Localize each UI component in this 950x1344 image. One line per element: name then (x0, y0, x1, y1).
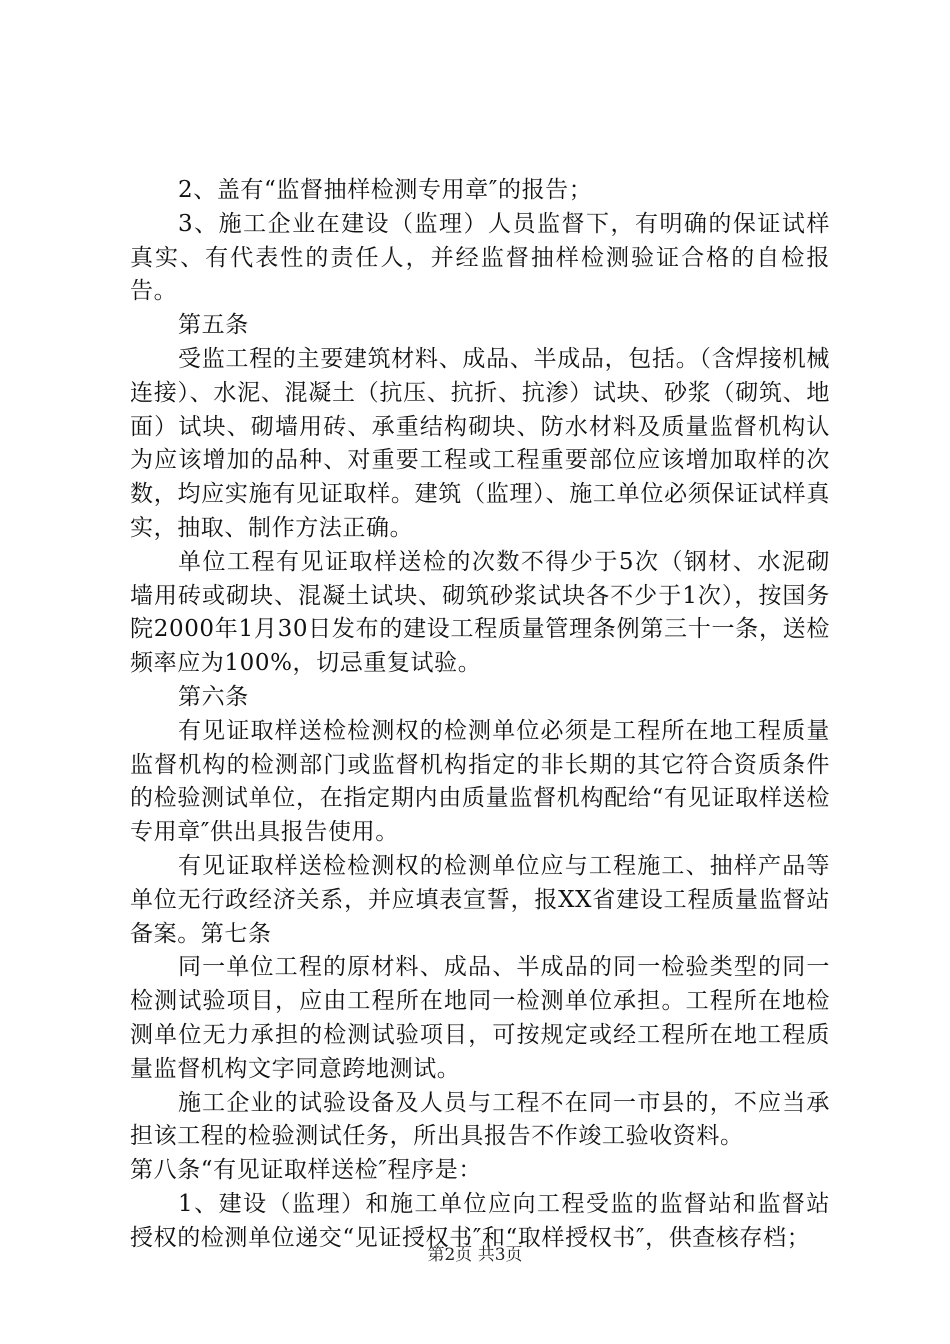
article-heading-8: 第八条“有见证取样送检″程序是： (130, 1157, 482, 1184)
article-heading-6: 第六条 (178, 683, 249, 710)
paragraph-article-6-body: 有见证取样送检检测权的检测单位必须是工程所在地工程质量监督机构的检测部门或监督机构指定的非长期的其它符合资质条件的检验测试单位，在指定期内由质量监督机构配给“有见证取样送检专用章″供出具报告使用。 (130, 717, 830, 846)
paragraph-article-5-body: 受监工程的主要建筑材料、成品、半成品，包括。（含焊接机械连接）、水泥、混凝土（抗压、抗折、抗渗）试块、砂浆（砌筑、地面）试块、砌墙用砖、承重结构砌块、防水材料及质量监督机构认为应该增加的品种、对重要工程或工程重要部位应该增加取样的次数，均应实施有见证取样。建筑（监理）、施工单位必须保证试样真实，抽取、制作方法正确。 (130, 345, 830, 541)
document-body (130, 174, 830, 1256)
paragraph-article-7-body: 同一单位工程的原材料、成品、半成品的同一检验类型的同一检测试验项目，应由工程所在地同一检测单位承担。工程所在地检测单位无力承担的检测试验项目，可按规定或经工程所在地工程质量监督机构文字同意跨地测试。 (130, 954, 830, 1082)
paragraph-sampling-frequency: 单位工程有见证取样送检的次数不得少于5次（钢材、水泥砌墙用砖或砌块、混凝土试块、砌筑砂浆试块各不少于1次），按国务院2000年1月30日发布的建设工程质量管理条例第三十一条，送检频率应为100%，切忌重复试验。 (130, 548, 830, 677)
paragraph-construction-equipment: 施工企业的试验设备及人员与工程不在同一市县的，不应当承担该工程的检验测试任务，所出具报告不作竣工验收资料。 (130, 1089, 830, 1150)
paragraph-testing-unit-independence: 有见证取样送检检测权的检测单位应与工程施工、抽样产品等单位无行政经济关系，并应填表宣誓，报XX省建设工程质量监督站备案。第七条 (130, 852, 830, 947)
article-heading-5: 第五条 (178, 312, 249, 339)
page-number-label: 第2页 共3页 (427, 1245, 523, 1265)
paragraph-clause-item-2: 2、盖有“监督抽样检测专用章″的报告； (178, 177, 593, 203)
paragraph-procedure-item-1: 1、建设（监理）和施工单位应向工程受监的监督站和监督站授权的检测单位递交“见证授权书″和“取样授权书″，供查核存档； (130, 1190, 830, 1251)
paragraph-clause-item-3: 3、施工企业在建设（监理）人员监督下，有明确的保证试样真实、有代表性的责任人，并经监督抽样检测验证合格的自检报告。 (130, 210, 830, 305)
page-footer (0, 1244, 950, 1266)
